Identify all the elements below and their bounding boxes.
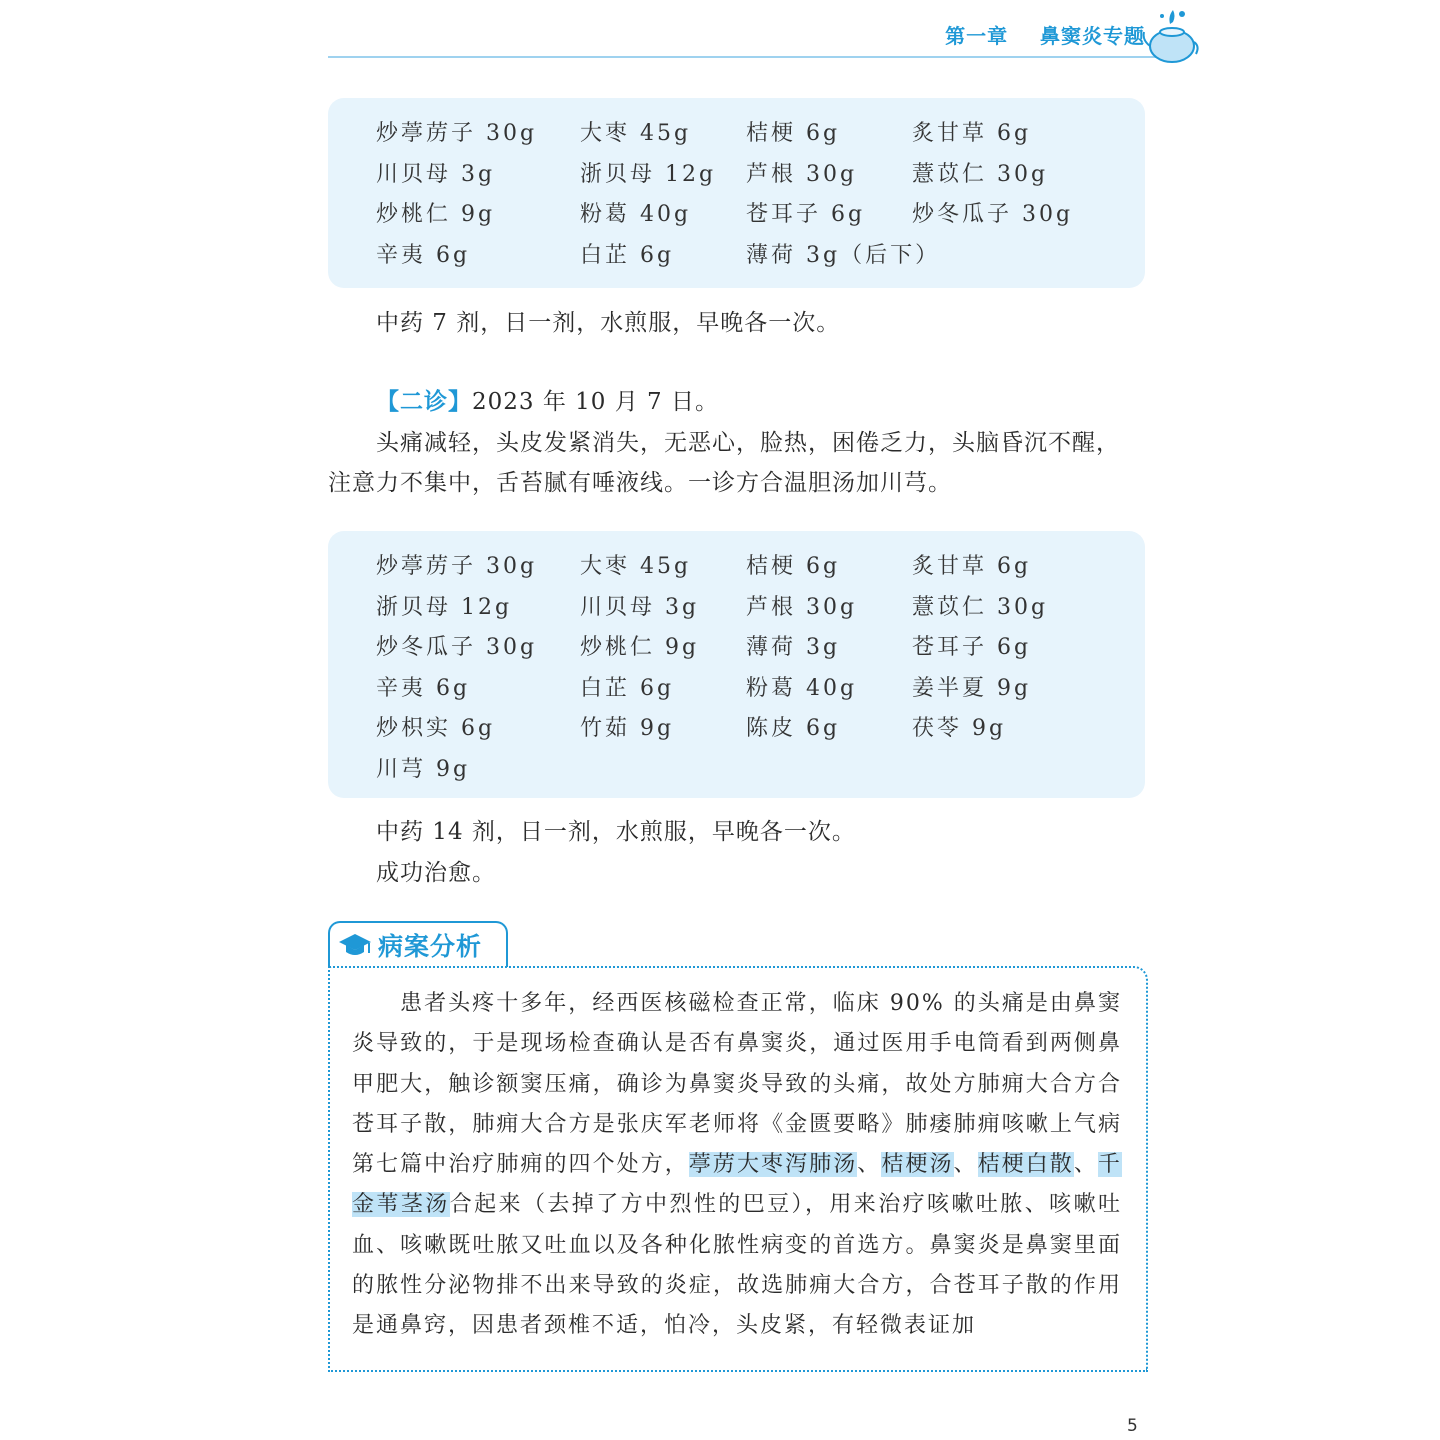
analysis-paragraph xyxy=(352,984,1122,1347)
herb-item: 白芷 6g xyxy=(580,242,675,268)
herb-item: 炒冬瓜子 30g xyxy=(912,202,1074,227)
herb-item: 炒葶苈子 30g xyxy=(376,121,538,146)
herb-item: 芦根 30g xyxy=(746,594,858,620)
herb-item xyxy=(912,236,1112,277)
herb-item: 薄荷 3g xyxy=(746,635,841,660)
herb-item: 炙甘草 6g xyxy=(912,554,1032,579)
second-visit-label: 【二诊】 xyxy=(376,388,472,415)
herb-item: 姜半夏 9g xyxy=(912,675,1032,701)
second-visit-date: 2023 年 10 月 7 日。 xyxy=(472,389,719,415)
herb-item: 辛夷 6g xyxy=(376,675,471,701)
page-number: 5 xyxy=(1127,1416,1138,1436)
highlight-formula-1: 葶苈大枣泻肺汤 xyxy=(688,1152,858,1178)
header-divider xyxy=(328,56,1160,58)
herb-item: 芦根 30g xyxy=(746,161,858,187)
highlight-formula-4: 千金苇茎汤 xyxy=(352,1152,1122,1218)
analysis-text-part1: 患者头疼十多年，经西医核磁检查正常，临床 90% 的头痛是由鼻窦炎导致的，于是现场检查确认是否有鼻窦炎，通过医用手电筒看到两侧鼻甲肥大，触诊额窦压痛，确诊为鼻窦炎导致的头痛，故处方肺痈大合方合苍耳子散，肺痈大合方是张庆军老师将《金匮要略》肺痿肺痈咳嗽上气病第七篇中治疗肺痈的四个处方， xyxy=(352,991,1122,1178)
herb-item: 大枣 45g xyxy=(580,554,692,579)
herb-item: 浙贝母 12g xyxy=(580,161,717,187)
prescription-box-second xyxy=(328,531,1145,798)
herb-item: 川贝母 3g xyxy=(376,161,496,187)
herb-item: 川贝母 3g xyxy=(580,594,700,620)
chapter-label: 第一章 xyxy=(945,24,1009,48)
herb-item xyxy=(580,750,746,791)
prescription-box-first xyxy=(328,98,1145,288)
herb-item: 浙贝母 12g xyxy=(376,594,513,620)
second-visit-symptoms: 头痛减轻，头皮发紧消失，无恶心，脸热，困倦乏力，头脑昏沉不醒， xyxy=(376,430,1120,456)
graduation-cap-icon xyxy=(338,931,372,959)
herb-item: 白芷 6g xyxy=(580,675,675,701)
herb-item: 炒葶苈子 30g xyxy=(376,554,538,579)
second-visit-symptoms-cont: 注意力不集中，舌苔腻有唾液线。一诊方合温胆汤加川芎。 xyxy=(328,470,952,496)
herb-item: 炒桃仁 9g xyxy=(580,635,700,660)
second-visit-heading xyxy=(376,382,719,422)
herb-item: 桔梗 6g xyxy=(746,121,841,146)
separator: 、 xyxy=(953,1152,978,1178)
running-header xyxy=(945,20,1145,49)
topic-label: 鼻窦炎专题 xyxy=(1040,24,1145,48)
herb-item xyxy=(912,750,1112,791)
herb-item: 粉葛 40g xyxy=(746,675,858,701)
separator: 、 xyxy=(1073,1152,1098,1178)
second-dosage: 中药 14 剂，日一剂，水煎服，早晚各一次。 xyxy=(376,819,856,845)
herb-grid-first xyxy=(376,114,1135,276)
herb-item: 陈皮 6g xyxy=(746,716,841,741)
herb-item: 苍耳子 6g xyxy=(912,635,1032,660)
herb-grid-second xyxy=(376,547,1135,790)
analysis-text-part2: 合起来（去掉了方中烈性的巴豆），用来治疗咳嗽吐脓、咳嗽吐血、咳嗽既吐脓又吐血以及各种化脓性病变的首选方。鼻窦炎是鼻窦里面的脓性分泌物排不出来导致的炎症，故选肺痈大合方，合苍耳子散的作用是通鼻窍，因患者颈椎不适，怕冷，头皮紧，有轻微表证加 xyxy=(352,1192,1122,1339)
outcome: 成功治愈。 xyxy=(376,860,496,886)
highlight-formula-2: 桔梗汤 xyxy=(881,1152,954,1178)
highlight-formula-3: 桔梗白散 xyxy=(977,1152,1074,1178)
herb-item: 炒桃仁 9g xyxy=(376,202,496,227)
herb-item: 桔梗 6g xyxy=(746,554,841,579)
herb-item: 竹茹 9g xyxy=(580,716,675,741)
herb-item: 粉葛 40g xyxy=(580,202,692,227)
herb-item: 薄荷 3g（后下） xyxy=(746,242,941,268)
herb-item: 大枣 45g xyxy=(580,121,692,146)
herb-item: 辛夷 6g xyxy=(376,242,471,268)
first-dosage: 中药 7 剂，日一剂，水煎服，早晚各一次。 xyxy=(376,310,841,336)
herb-item: 炒冬瓜子 30g xyxy=(376,635,538,660)
herb-item: 川芎 9g xyxy=(376,756,471,782)
herb-item: 炒枳实 6g xyxy=(376,716,496,741)
teapot-icon xyxy=(1140,2,1200,66)
herb-item: 茯苓 9g xyxy=(912,716,1007,741)
separator: 、 xyxy=(857,1152,882,1178)
herb-item: 炙甘草 6g xyxy=(912,121,1032,146)
analysis-tab xyxy=(328,921,508,967)
analysis-title: 病案分析 xyxy=(378,932,483,961)
herb-item xyxy=(746,750,912,791)
herb-item: 苍耳子 6g xyxy=(746,202,866,227)
herb-item: 薏苡仁 30g xyxy=(912,161,1049,187)
herb-item: 薏苡仁 30g xyxy=(912,594,1049,620)
